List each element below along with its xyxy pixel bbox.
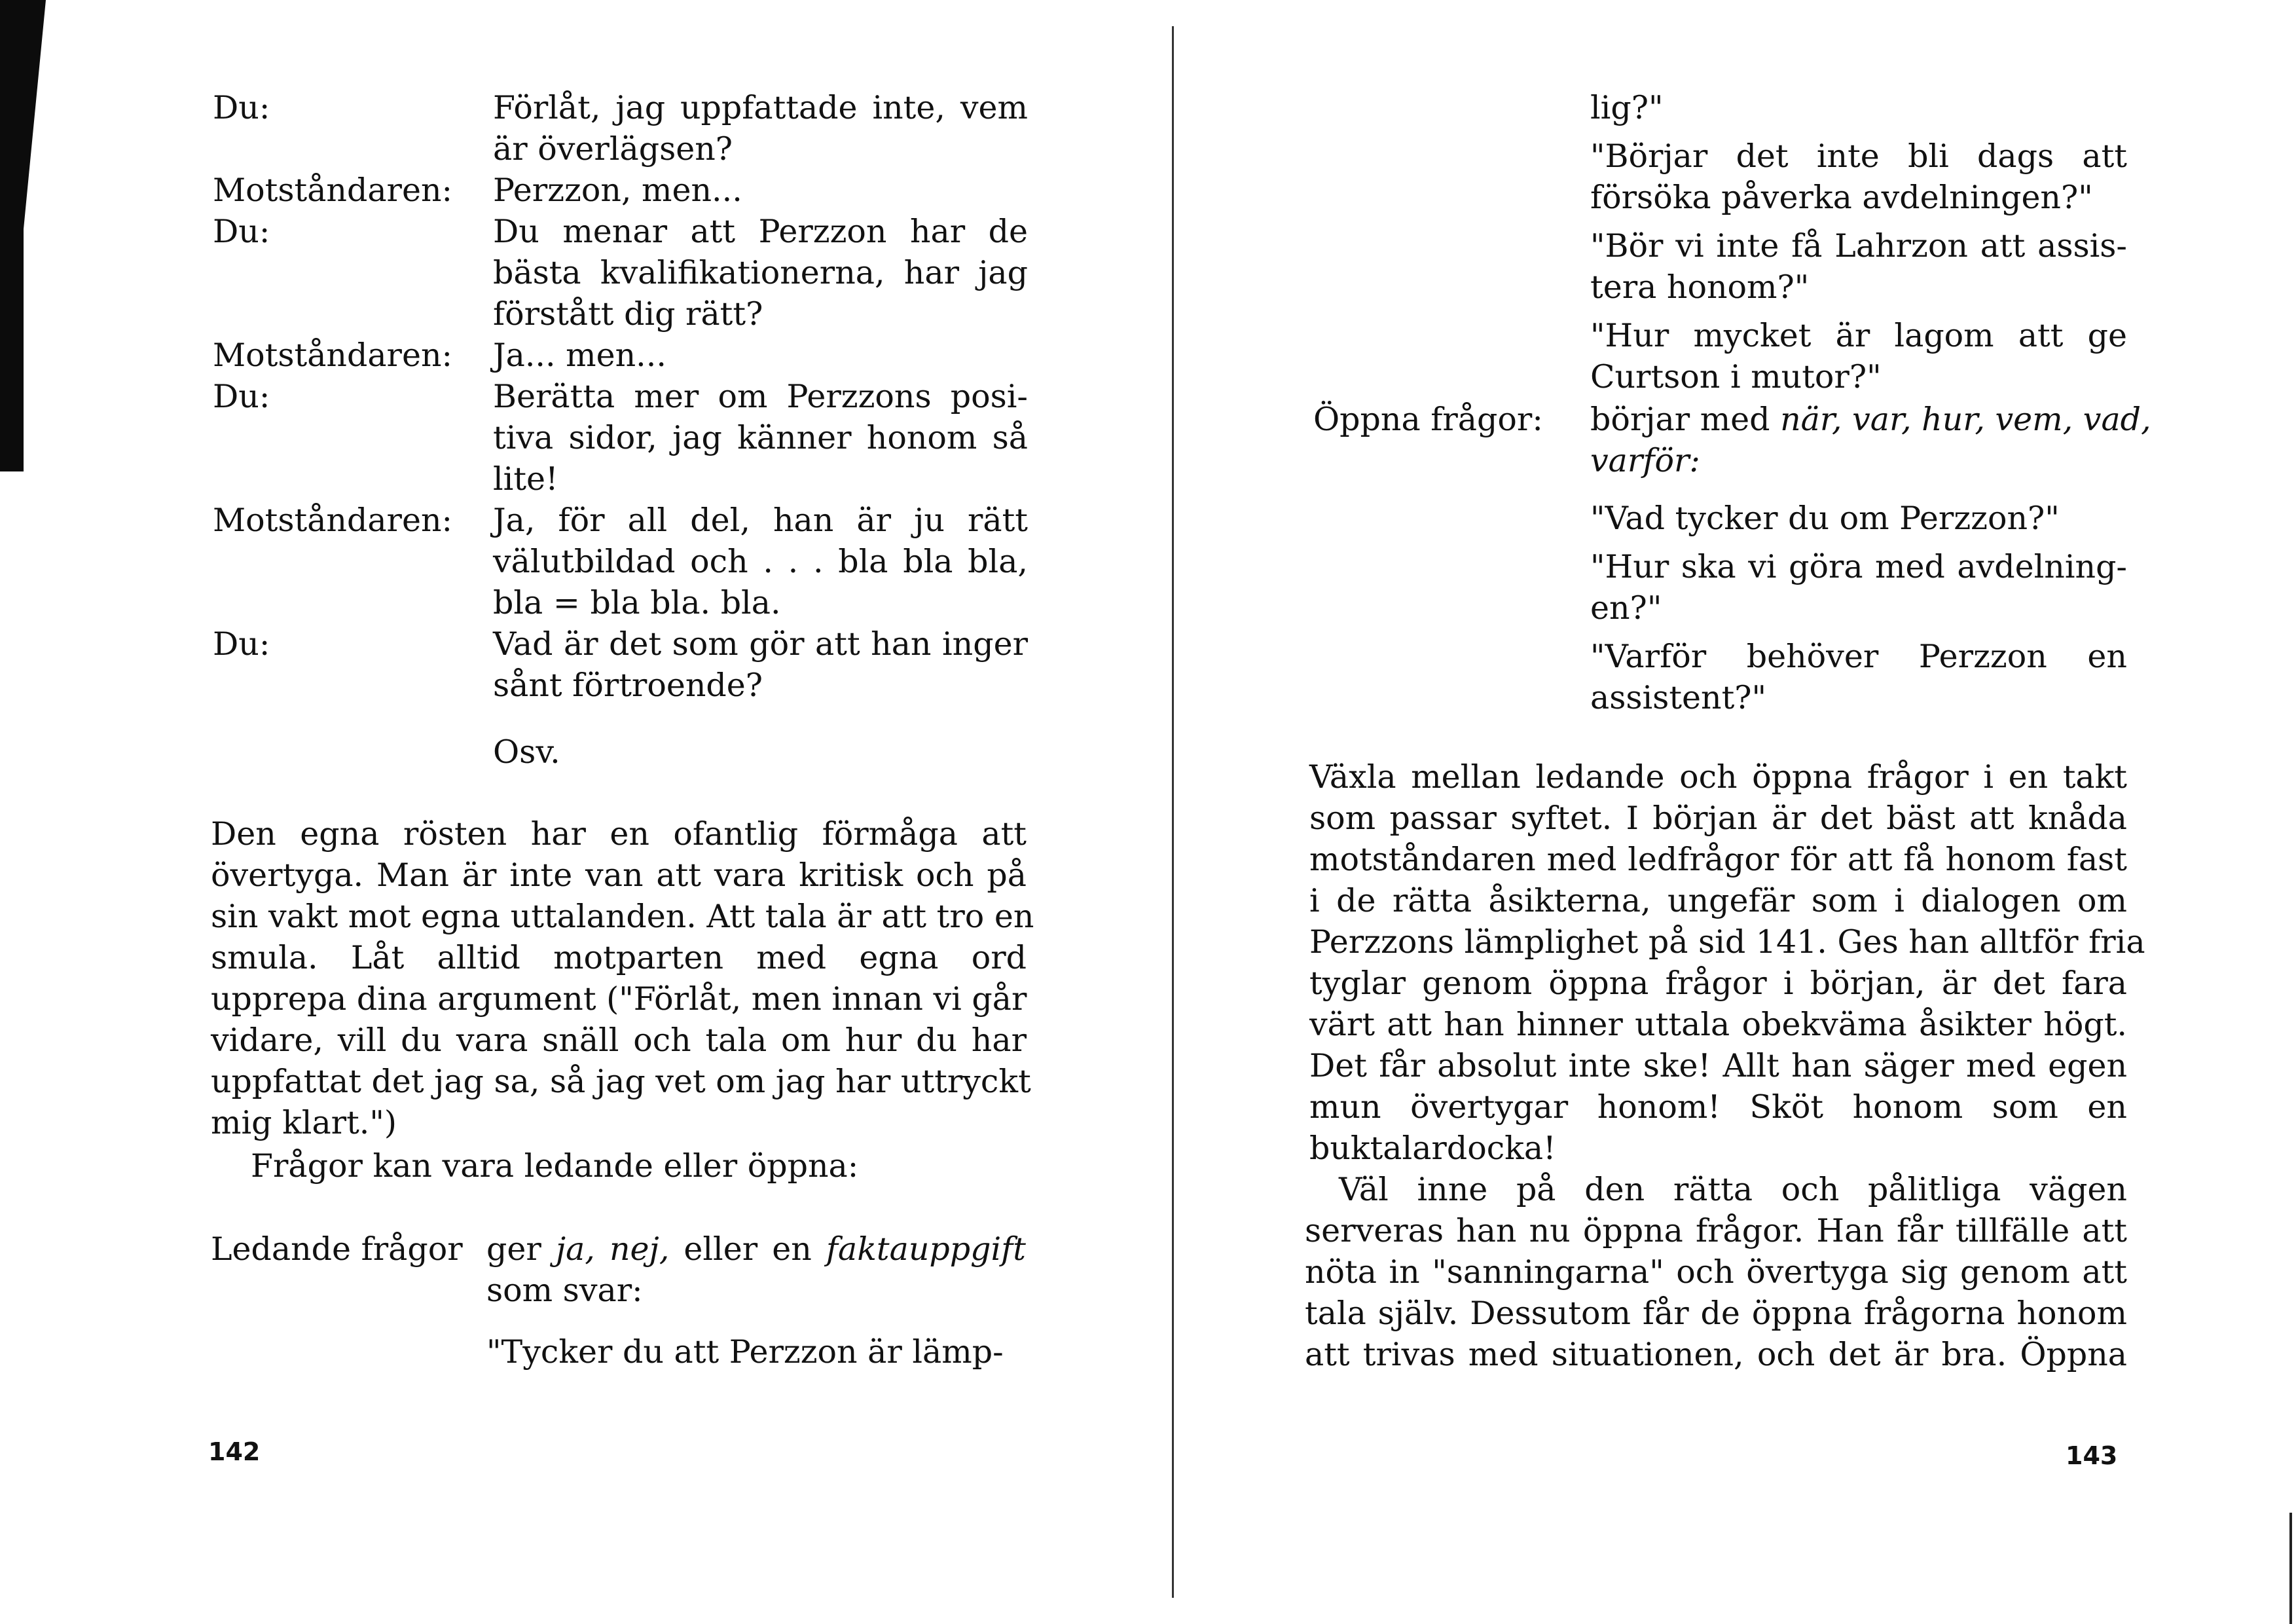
paragraph-line: uppfattat det jag sa, så jag vet om jag har uttryckt (211, 1063, 1031, 1100)
open-questions-label: Öppna frågor: (1313, 401, 1543, 438)
paragraph-line: motståndaren med ledfrågor för att få honom fast (1309, 841, 2127, 878)
dialog-line: Förlåt, jag uppfattade inte, vem (493, 89, 1028, 126)
open-def-text: börjar med (1590, 401, 1781, 438)
def-text-2: eller en (669, 1230, 826, 1268)
dialog-line: bästa kvalifikationerna, har jag (493, 254, 1028, 291)
example-line: "Hur ska vi göra med avdelning- (1590, 548, 2127, 585)
example-line: en?" (1590, 589, 1662, 627)
paragraph-line: upprepa dina argument ("Förlåt, men innan vi går (211, 980, 1027, 1018)
paragraph-line: serveras han nu öppna frågor. Han får tillfälle att (1305, 1212, 2127, 1249)
dialog-line: välutbildad och . . . bla bla bla, (493, 543, 1028, 580)
dialog-line: är överlägsen? (493, 130, 733, 168)
dialog-line: Ja... men... (493, 337, 666, 374)
speaker-label: Du: (213, 213, 270, 250)
def-em-2: faktauppgift (826, 1230, 1026, 1268)
example-line: "Vad tycker du om Perzzon?" (1590, 500, 2060, 537)
speaker-label: Du: (213, 625, 270, 663)
example-line: försöka påverka avdelningen?" (1590, 179, 2093, 216)
speaker-label: Du: (213, 89, 270, 126)
paragraph-line: Det får absolut inte ske! Allt han säger med egen (1309, 1047, 2127, 1084)
dialog-line: förstått dig rätt? (493, 295, 763, 333)
example-line: "Börjar det inte bli dags att (1590, 138, 2127, 175)
open-def-em: när, var, hur, vem, vad, (1780, 401, 2151, 438)
paragraph-line: tala själv. Dessutom får de öppna frågorna honom (1305, 1295, 2127, 1332)
example-line: "Bör vi inte få Lahrzon att assis- (1590, 227, 2127, 265)
speaker-label: Motståndaren: (213, 337, 453, 374)
dialog-line: sånt förtroende? (493, 667, 763, 704)
paragraph-line: sin vakt mot egna uttalanden. Att tala är att tro en (211, 898, 1034, 935)
page-number-left: 142 (208, 1437, 261, 1466)
dialog-line: bla = bla bla. bla. (493, 584, 781, 621)
leading-example-1: "Tycker du att Perzzon är lämp- (486, 1333, 1004, 1371)
def-text-1: ger (486, 1230, 556, 1268)
dialog-line: lite! (493, 460, 558, 498)
paragraph-line: Växla mellan ledande och öppna frågor i en takt (1309, 758, 2127, 796)
open-questions-definition-2 (1590, 440, 1700, 481)
example-line: "Hur mycket är lagom att ge (1590, 317, 2127, 354)
leading-questions-label: Ledande frågor (211, 1230, 463, 1268)
example-line: Curtson i mutor?" (1590, 358, 1882, 396)
paragraph-line: nöta in "sanningarna" och övertyga sig genom att (1305, 1253, 2127, 1291)
intro-line: Frågor kan vara ledande eller öppna: (251, 1147, 859, 1185)
paragraph-line: i de rätta åsikterna, ungefär som i dialogen om (1309, 882, 2127, 919)
dialog-line: Perzzon, men... (493, 172, 742, 209)
paragraph-line: Perzzons lämplighet på sid 141. Ges han alltför fria (1309, 923, 2145, 961)
dialog-line: Vad är det som gör att han inger (493, 625, 1028, 663)
paragraph-line: smula. Låt alltid motparten med egna ord (211, 939, 1027, 976)
open-questions-definition (1590, 399, 2151, 440)
speaker-label: Motståndaren: (213, 502, 453, 539)
leading-questions-definition (486, 1228, 1026, 1270)
example-line: "Varför behöver Perzzon en (1590, 638, 2127, 675)
example-line: tera honom?" (1590, 268, 1810, 306)
osv-text: Osv. (493, 733, 560, 771)
dialog-line: Du menar att Perzzon har de (493, 213, 1028, 250)
dialog-line: tiva sidor, jag känner honom så (493, 419, 1028, 456)
example-line: lig?" (1590, 89, 1664, 126)
paragraph-line: övertyga. Man är inte van att vara kritisk och på (211, 857, 1027, 894)
paragraph-line: att trivas med situationen, och det är bra. Öppna (1305, 1336, 2127, 1373)
paragraph-line: mig klart.") (211, 1104, 397, 1141)
example-line: assistent?" (1590, 679, 1767, 716)
paragraph-line: Väl inne på den rätta och pålitliga vägen (1339, 1171, 2127, 1208)
def-em-1: ja, nej, (555, 1230, 670, 1268)
paragraph-line: Den egna rösten har en ofantlig förmåga att (211, 815, 1027, 853)
right-page (1174, 0, 2296, 1624)
speaker-label: Du: (213, 378, 270, 415)
leading-questions-definition-2: som svar: (486, 1272, 643, 1309)
paragraph-line: värt att han hinner uttala obekväma åsikter högt. (1309, 1006, 2127, 1043)
paragraph-line: mun övertygar honom! Sköt honom som en (1309, 1088, 2127, 1126)
speaker-label: Motståndaren: (213, 172, 453, 209)
paragraph-line: buktalardocka! (1309, 1130, 1556, 1167)
dialog-line: Berätta mer om Perzzons posi- (493, 378, 1028, 415)
page-number-right: 143 (2066, 1441, 2118, 1470)
paragraph-line: som passar syftet. I början är det bäst att knåda (1309, 800, 2127, 837)
open-def-em-2: varför: (1590, 442, 1700, 479)
dialog-line: Ja, för all del, han är ju rätt (493, 502, 1028, 539)
paragraph-line: vidare, vill du vara snäll och tala om hur du har (211, 1022, 1027, 1059)
paragraph-line: tyglar genom öppna frågor i början, är det fara (1309, 965, 2127, 1002)
